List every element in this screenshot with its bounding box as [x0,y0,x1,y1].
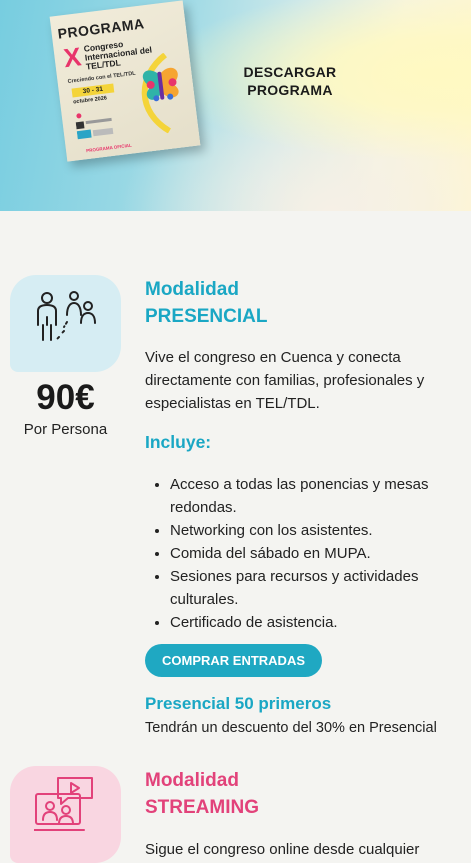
download-label-line2: PROGRAMA [247,82,333,98]
includes-title: Incluye: [145,432,212,452]
cover-title: PROGRAMA [56,15,146,42]
streaming-description: Sigue el congreso online desde cualquier [145,841,420,858]
streaming-heading [145,767,259,821]
video-conference-icon [34,776,96,838]
buy-tickets-button[interactable]: COMPRAR ENTRADAS [145,644,322,677]
people-group-icon [34,287,100,345]
cover-footer: PROGRAMA OFICIAL [85,142,133,154]
download-program-link[interactable] [228,63,352,99]
presencial-heading-line2: PRESENCIAL [145,306,268,327]
list-item: • Acceso a todas las ponencias y mesas redondas. [170,473,471,519]
cover-dates: 30 - 31 [72,83,115,97]
cover-tagline: Creciendo con el TEL/TDL [67,70,137,85]
list-item: • Sesiones para recursos y actividades culturales. [170,565,471,611]
promo-text: Tendrán un descuento del 30% en Presencial [145,720,437,736]
presencial-heading [145,276,267,330]
promo-title: Presencial 50 primeros [145,694,332,713]
cover-logos [74,108,117,141]
streaming-heading-line2: STREAMING [145,797,259,818]
download-label-line1: DESCARGAR [243,64,337,80]
streaming-heading-line1: Modalidad [145,770,239,791]
cover-month: octubre 2026 [72,95,108,106]
cover-subtitle: Congreso Internacional del TEL/TDL [83,38,153,72]
presencial-heading-line1: Modalidad [145,279,239,300]
includes-list [145,473,471,634]
presencial-price: 90€ [36,378,95,417]
cover-edition: X [61,41,83,74]
hero-banner [0,0,471,211]
program-cover-image[interactable] [50,0,201,161]
presencial-description: Vive el congreso en Cuenca y conecta directamente con familias, profesionales y especialistas en TEL/TDL. [145,349,425,412]
presencial-price-unit: Por Persona [23,421,108,438]
list-item: • Certificado de asistencia. [170,611,471,634]
cover-butterfly-art [125,50,196,137]
list-item: • Networking con los asistentes. [170,519,471,542]
list-item: • Comida del sábado en MUPA. [170,542,471,565]
